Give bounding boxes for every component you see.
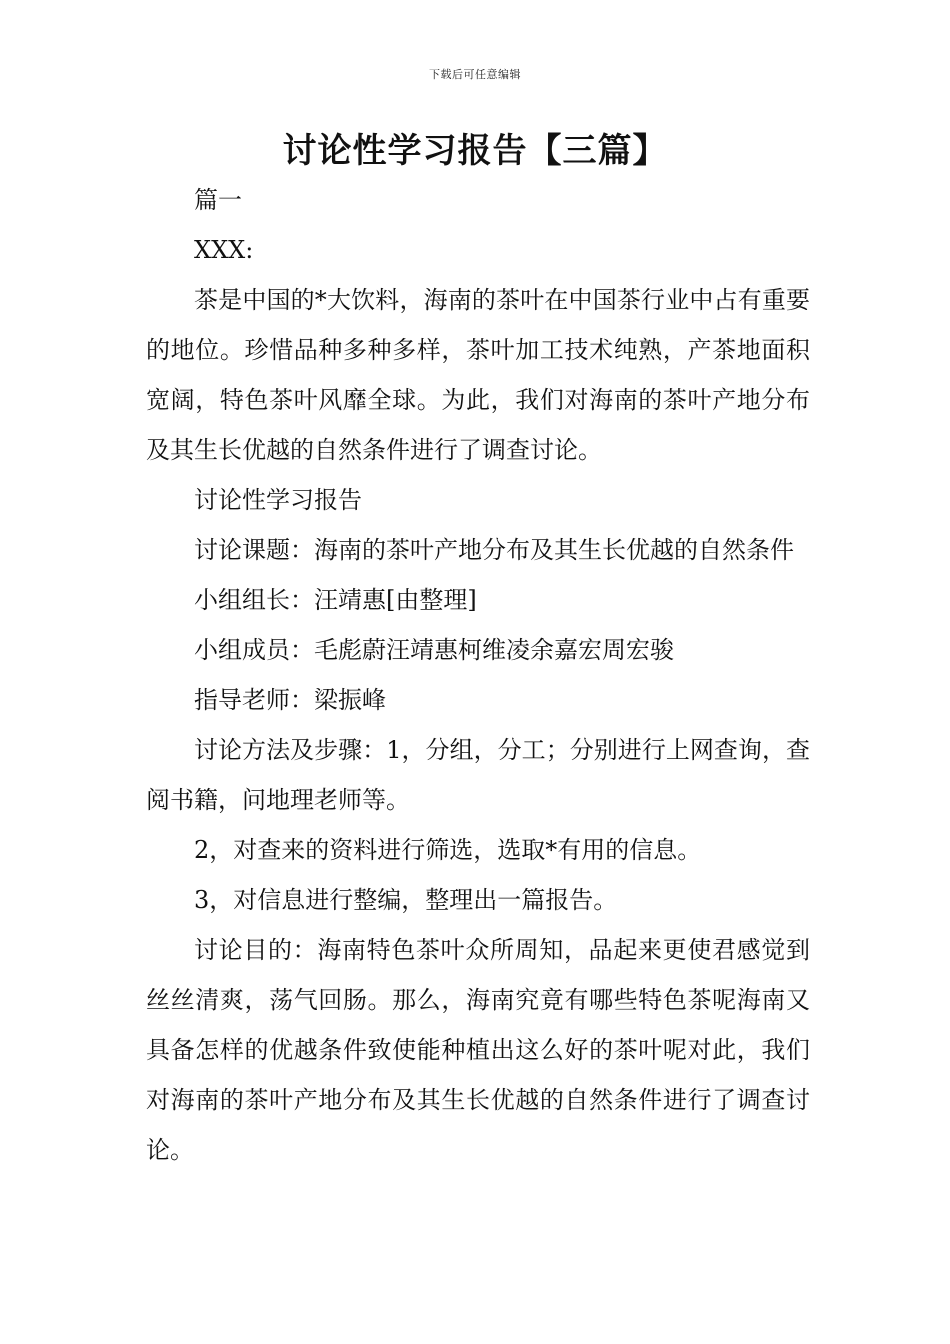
method-step-2: 2，对查来的资料进行筛选，选取*有用的信息。 (194, 836, 702, 864)
method-step-1: 讨论方法及步骤：1，分组，分工；分别进行上网查询，查阅书籍，问地理老师等。 (146, 736, 810, 814)
document-title: 讨论性学习报告【三篇】 (282, 131, 668, 171)
header-note: 下载后可任意编辑 (429, 68, 521, 81)
report-heading: 讨论性学习报告 (194, 486, 362, 514)
instructor: 指导老师：梁振峰 (194, 686, 386, 714)
research-topic: 讨论课题：海南的茶叶产地分布及其生长优越的自然条件 (194, 536, 794, 564)
section-heading: 篇一 (194, 186, 242, 214)
research-purpose: 讨论目的：海南特色茶叶众所周知，品起来更使君感觉到丝丝清爽，荡气回肠。那么，海南究竟有哪些特色茶呢海南又具备怎样的优越条件致使能种植出这么好的茶叶呢对此，我们对海南的茶叶产地分布及其生长优越的自然条件进行了调查讨论。 (146, 936, 810, 1164)
document-body (146, 175, 810, 1175)
intro-paragraph: 茶是中国的*大饮料，海南的茶叶在中国茶行业中占有重要的地位。珍惜品种多种多样，茶叶加工技术纯熟，产茶地面积宽阔，特色茶叶风靡全球。为此，我们对海南的茶叶产地分布及其生长优越的自然条件进行了调查讨论。 (146, 286, 810, 464)
method-step-3: 3，对信息进行整编，整理出一篇报告。 (194, 886, 618, 914)
group-members: 小组成员：毛彪蔚汪靖惠柯维凌余嘉宏周宏骏 (194, 636, 674, 664)
group-leader: 小组组长：汪靖惠[由整理] (194, 586, 477, 614)
salutation: XXX: (194, 236, 254, 264)
